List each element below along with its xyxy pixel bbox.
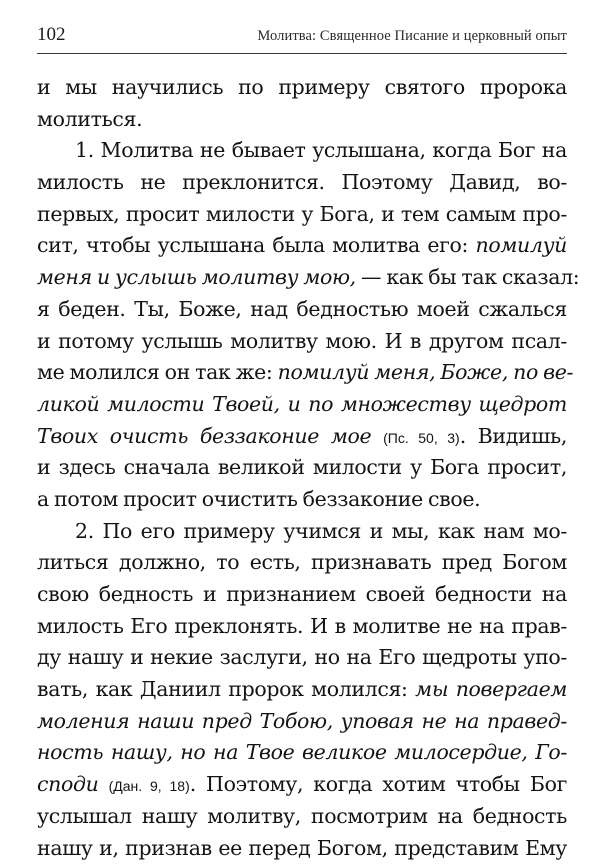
text-segment: — как бы так сказал: — [356, 265, 579, 289]
text-segment: . Поэтому, когда хотим чтобы Бог — [190, 772, 567, 796]
scripture-quote: меня и услышь молитву мою, — [37, 265, 356, 289]
scripture-reference: (Пс. 50, 3) — [383, 430, 460, 446]
text-segment: услышал нашу молитву, посмотрим на бедность — [37, 804, 567, 828]
scripture-quote: моления наши пред Тобою, уповая не на правед- — [37, 709, 567, 733]
text-segment: милость Его преклонять. И в молитве не на прав- — [37, 614, 567, 638]
text-segment: и мы научились по примеру святого пророка — [37, 75, 567, 99]
text-segment: вать, как Даниил пророк молился: — [37, 677, 415, 701]
text-segment — [98, 772, 108, 796]
text-line — [37, 294, 567, 326]
text-segment: ме молился он так же: — [37, 360, 278, 384]
scripture-quote: ность нашу, но на Твое великое милосердие, Го- — [37, 740, 567, 764]
page-number: 102 — [37, 24, 66, 46]
text-segment — [371, 424, 383, 448]
text-line — [37, 357, 567, 389]
text-segment: 2. По его примеру учимся и мы, как нам мо- — [75, 519, 567, 543]
text-line — [37, 547, 567, 579]
text-line — [37, 642, 567, 674]
text-segment: и потому услышь молитву мою. И в другом псал- — [37, 329, 567, 353]
text-line — [37, 199, 567, 231]
scripture-quote: споди — [37, 772, 98, 796]
text-segment: литься должно, то есть, признавать пред Богом — [37, 550, 567, 574]
text-line — [37, 801, 567, 833]
text-line — [37, 674, 567, 706]
text-line — [37, 516, 567, 548]
scripture-quote: Твоих очисть беззаконие мое — [37, 424, 371, 448]
text-segment: а потом просит очистить беззаконие свое. — [37, 487, 480, 511]
text-segment: свою бедность и признанием своей бедности на — [37, 582, 567, 606]
text-line — [37, 769, 567, 801]
text-line — [37, 230, 567, 262]
text-line — [37, 706, 567, 738]
scripture-reference: (Дан. 9, 18) — [109, 778, 190, 794]
scripture-quote: помилуй — [476, 233, 567, 257]
body-text — [37, 72, 567, 864]
text-line — [37, 579, 567, 611]
scripture-quote: помилуй меня, Боже, по ве- — [278, 360, 573, 384]
text-line — [37, 484, 567, 516]
text-segment: ду нашу и некие заслуги, но на Его щедроты упо- — [37, 645, 567, 669]
text-line — [37, 262, 567, 294]
text-line — [37, 72, 567, 104]
running-title: Молитва: Священное Писание и церковный опыт — [257, 28, 567, 45]
text-line — [37, 389, 567, 421]
text-line — [37, 326, 567, 358]
page-header — [37, 24, 567, 50]
text-line — [37, 135, 567, 167]
text-segment: . Видишь, — [460, 424, 567, 448]
text-segment: молиться. — [37, 107, 142, 131]
text-segment: первых, просит милости у Бога, и тем самым про- — [37, 202, 567, 226]
text-segment: 1. Молитва не бывает услышана, когда Бог на — [75, 138, 567, 162]
text-segment: милость не преклонится. Поэтому Давид, во- — [37, 170, 567, 194]
text-line — [37, 611, 567, 643]
text-line — [37, 737, 567, 769]
text-segment: и здесь сначала великой милости у Бога просит, — [37, 455, 567, 479]
text-line — [37, 104, 567, 136]
text-line — [37, 167, 567, 199]
text-segment: сит, чтобы услышана была молитва его: — [37, 233, 476, 257]
scripture-quote: ликой милости Твоей, и по множеству щедрот — [37, 392, 567, 416]
text-line — [37, 833, 567, 864]
text-line — [37, 421, 567, 453]
text-segment: нашу и, признав ее перед Богом, представим Ему — [37, 836, 567, 860]
scripture-quote: мы повергаем — [415, 677, 567, 701]
text-line — [37, 452, 567, 484]
header-rule — [37, 53, 567, 54]
text-segment: я беден. Ты, Боже, над бедностью моей сжалься — [37, 297, 567, 321]
